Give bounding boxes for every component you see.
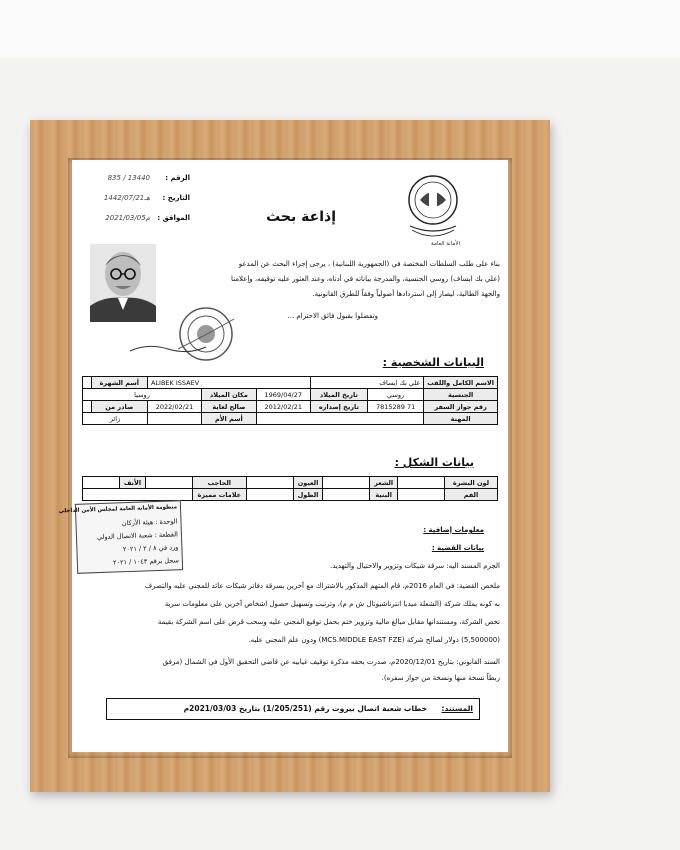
receipt-stamp-line-2: الوحدة : هيئة الأركان [121,517,178,528]
crime-text: الجرم المسند اليه: سرقة شيكات وتزوير والاحتيال والتهديد. [329,562,500,570]
fullname-label: الاسم الكامل واللقب [424,377,498,389]
summary-line-1: ملخص القضية: في العام 2016م، قام المتهم المذكور بالاشتراك مع آخرين بسرقة دفاتر شيكات عائد للمجني عليه والتصرف [144,582,500,590]
intro-closing: وتفضلوا بقبول فائق الاحترام ... [287,312,378,320]
meta-corresponding-label: المواقق : [157,214,190,222]
fullname-en: ALIBEK ISSAEV [147,377,310,389]
intro-line-2: (علي بك ايساف) روسي الجنسية، والمدرجة بياناته في أدناه، وعند العثور عليه توقيفه، وإعلامنا [230,275,500,283]
document-title: إذاعة بحث [266,209,336,225]
height-label: الطول [293,489,323,501]
visa-label: زائر [83,413,148,425]
hair-label: الشعر [370,477,398,489]
appearance-heading: بيانات الشكل : [394,456,474,469]
meta-corresponding-value: 2021/03/05م [105,214,150,222]
receipt-stamp [58,500,183,574]
emblem-logo [398,170,468,250]
profession-value [256,413,424,425]
nationality-value: روسي [367,389,423,401]
profession-label: المهنة [424,413,498,425]
passport-label: رقم جواز السفر [424,401,498,413]
skin-value [398,477,445,489]
meta-date-value: 1442/07/21هـ [103,194,150,202]
nose-label: الأنف [120,477,146,489]
reference-box [106,698,480,720]
signature [128,338,208,348]
meta-date-label: التاريخ : [162,194,190,202]
validity-label: صالح لغاية [202,401,257,413]
emblem-caption: الأمانة العامة [431,241,460,247]
receipt-stamp-line-3: القطعة : شعبة الاتصال الدولي [96,530,179,542]
reference-text: خطاب شعبة اتصال بيروت رقم (1/205/251) بتاريخ 2021/03/03م [183,704,427,713]
issue-label: تاريخ إصداره [310,401,367,413]
legal-line-2: ربطاً نسخة منها ونسخة من جواز سفره). [381,674,500,682]
meta-number-value: 835 / 13440 [107,174,150,182]
eyes-label: العيون [293,477,323,489]
appearance-table [82,476,498,501]
birthdate-label: تاريخ الميلاد [310,389,367,401]
validity-value: 2022/02/21 [147,401,201,413]
birthplace-label: مكان الميلاد [202,389,257,401]
eyebrow-value [145,477,192,489]
mother-label: أسم الأم [202,413,257,425]
summary-line-2: به كونه يملك شركة (الشعلة ميديا انترناشيونال ش م م)، وترتيب وتسهيل حصول اشخاص آخرين على معلومات سرية [164,600,500,608]
fullname-ar: علي بك ايساف [310,377,424,389]
issue-value: 2012/02/21 [256,401,310,413]
issued-from-value [83,401,92,413]
reference-label: المستند: [441,704,473,713]
marks-label: علامات مميزة [192,489,246,501]
summary-line-4: (5,500000) دولار لصالح شركة (MCS.MIDDLE EAST FZE) ودون علم المجني عليه. [248,636,500,644]
document-paper [58,160,508,752]
intro-line-1: بناء على طلب السلطات المختصة في (الجمهورية اللبنانية) ، يرجى إجراء البحث عن المدعو [238,260,500,268]
summary-line-3: تخص الشركة، ومستندانها مقابل مبالغ مالية وتزوير ختم بحمل توقيع المجني عليه وسحب قرض على اسم الشركة بقيمة [157,618,500,626]
receipt-stamp-line-1: منظومة الأمانة العامة لمجلس الأمن الداخلي [58,504,178,515]
mouth-label: الفم [445,489,498,501]
nickname-value [83,377,92,389]
extra-info-heading: معلومات إضافية : [423,526,484,534]
receipt-stamp-line-4: ورد في ٨ / ٢ / ٢٠٢١ [122,543,179,554]
mouth-value [398,489,445,501]
eyebrow-label: الحاجب [192,477,246,489]
issued-from-label: صادر من [91,401,147,413]
build-label: البنية [370,489,398,501]
birthdate-value: 1969/04/27 [256,389,310,401]
receipt-stamp-line-5: سجل برقم ١٠٤٣ / ٢٠٢١ [112,556,179,567]
suspect-photo [90,244,156,322]
mother-value [147,413,201,425]
personal-data-table [82,376,498,425]
intro-line-3: والجهة الطالبة، ليصار إلى استردادها أصولياً وفقاً للطرق القانونية. [312,290,500,298]
hair-value [323,477,370,489]
legal-line-1: السند القانوني: بتاريخ 2020/12/01م، صدرت بحقه مذكرة توقيف غيابيه عن قاضي التحقيق الأول في الشمال (مرفق [162,658,500,666]
round-stamp [176,305,236,363]
meta-number-label: الرقم : [165,174,190,182]
nickname-label: أسم الشهرة [91,377,147,389]
personal-data-heading: البيانات الشخصية : [382,356,484,369]
case-heading: بيانات القضية : [431,544,484,552]
skin-label: لون البشرة [445,477,498,489]
marks-value [83,489,193,501]
nose-value [83,477,120,489]
height-value [246,489,293,501]
build-value [323,489,370,501]
eyes-value [246,477,293,489]
passport-value: 71 7815289 [367,401,423,413]
birthplace-value: روسيا [83,389,202,401]
nationality-label: الجنسية [424,389,498,401]
